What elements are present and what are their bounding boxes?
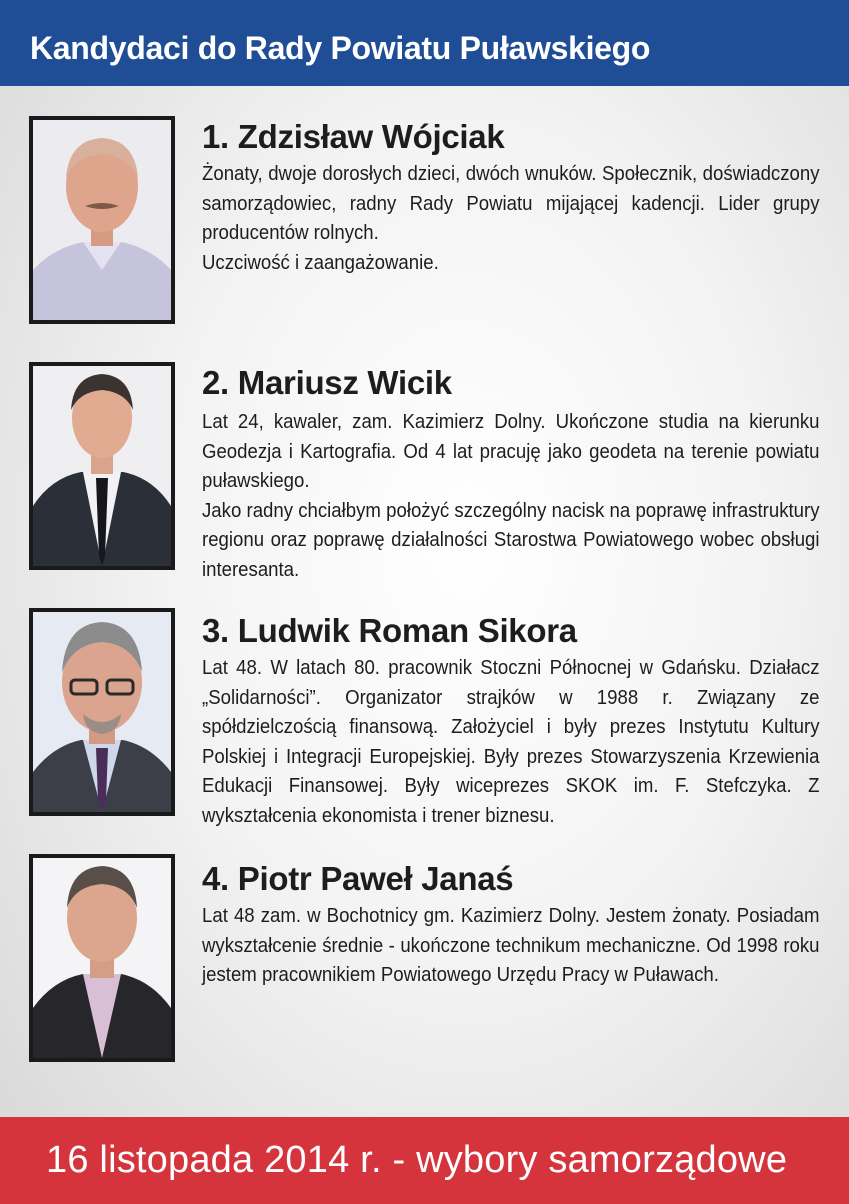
candidate-bio	[202, 160, 820, 278]
bio-paragraph: Żonaty, dwoje dorosłych dzieci, dwóch wnuków. Społecznik, doświadczony samorządowiec, radny Rady Powiatu mijającej kadencji. Lider grupy producentów rolnych.	[202, 163, 820, 244]
bio-paragraph: Lat 48 zam. w Bochotnicy gm. Kazimierz Dolny. Jestem żonaty. Posiadam wykształcenie średnie - ukończone technikum mechaniczne. Od 1998 roku jestem pracownikiem Powiatowego Urzędu Pracy w Puławach.	[202, 905, 820, 986]
candidate-bio	[202, 654, 820, 831]
bio-paragraph: Jako radny chciałbym położyć szczególny nacisk na poprawę infrastruktury regionu oraz poprawę działalności Starostwa Powiatowego wobec obsługi interesanta.	[202, 499, 820, 581]
candidate-name: 4. Piotr Paweł Janaś	[202, 860, 514, 897]
bio-paragraph: Lat 48. W latach 80. pracownik Stoczni Północnej w Gdańsku. Działacz „Solidarności”. Organizator strajków w 1988 r. Związany ze spółdzielczością finansową. Założyciel i były prezes Instytutu Kultury Polskiej i Integracji Europejskiej. Były prezes Stowarzyszenia Krzewienia Edukacji Finansowej. Były wiceprezes SKOK im. F. Stefczyka. Z wykształcenia ekonomista i trener biznesu.	[202, 657, 820, 827]
candidate-photo-3	[29, 608, 175, 816]
candidate-name: 2. Mariusz Wicik	[202, 364, 452, 401]
candidate-bio	[202, 408, 820, 585]
header-bar	[0, 0, 849, 86]
candidate-photo-2	[29, 362, 175, 570]
candidate-photo-1	[29, 116, 175, 324]
election-date: 16 listopada 2014 r. - wybory samorządowe	[46, 1139, 788, 1181]
bio-paragraph: Lat 24, kawaler, zam. Kazimierz Dolny. Ukończone studia na kierunku Geodezja i Kartografia. Od 4 lat pracuję jako geodeta na terenie powiatu puławskiego.	[202, 411, 820, 492]
candidate-name: 1. Zdzisław Wójciak	[202, 118, 505, 155]
candidate-bio	[202, 902, 820, 991]
candidate-photo-4	[29, 854, 175, 1062]
bio-paragraph: Uczciwość i zaangażowanie.	[202, 251, 439, 274]
footer-bar	[0, 1117, 849, 1204]
candidate-name: 3. Ludwik Roman Sikora	[202, 612, 577, 649]
page-title: Kandydaci do Rady Powiatu Puławskiego	[30, 30, 651, 66]
